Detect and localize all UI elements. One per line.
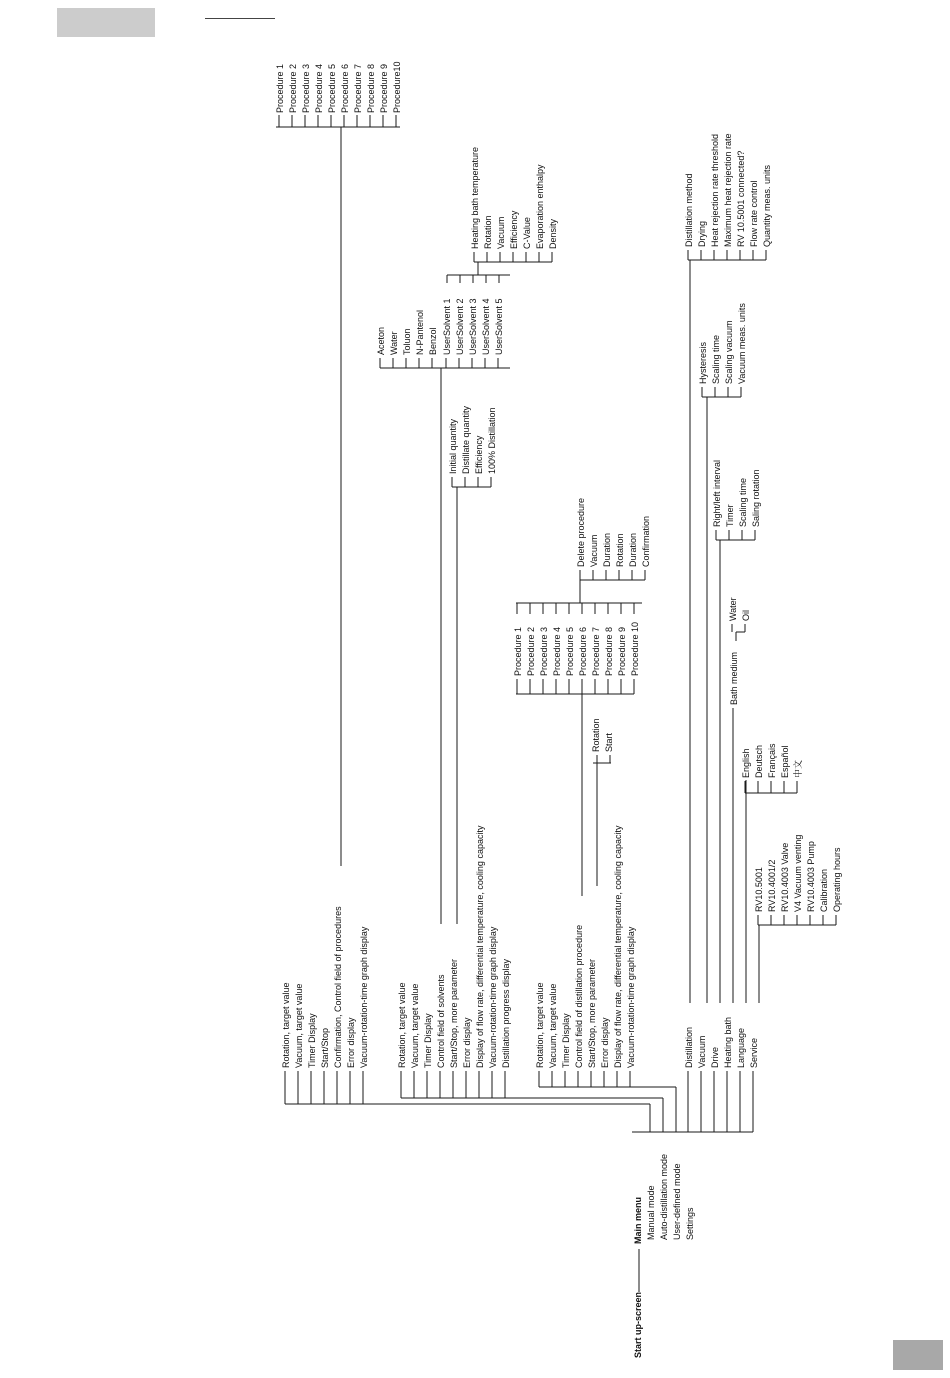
procedure-param-item: Confirmation — [641, 515, 651, 567]
settings-distillation-item: Drying — [697, 220, 707, 247]
manual-menu-item: Vacuum, target value — [294, 983, 304, 1068]
main-menu-item: User-defined mode — [672, 1163, 682, 1240]
more-param-item: 100% Distillation — [487, 407, 497, 474]
solvent-item: UserSolvent 3 — [468, 298, 478, 355]
bath-medium-item: Oil — [741, 610, 751, 621]
manual-menu-item: Confirmation, Control field of procedures — [333, 906, 343, 1068]
solvent-item: Benzol — [428, 327, 438, 355]
auto-menu-item: Timer Display — [423, 1013, 433, 1068]
settings-distillation-item: RV 10.5001 connected? — [736, 150, 746, 247]
main-menu-item: Settings — [685, 1207, 695, 1240]
settings-vacuum-item: Scaling vacuum — [724, 320, 734, 384]
manual-procedure-item: Procedure 6 — [340, 63, 350, 113]
settings-menu-item: Distillation — [684, 1026, 694, 1068]
ud-procedure-item: Procedure 5 — [565, 626, 575, 676]
manual-menu-item: Vacuum-rotation-time graph display — [359, 926, 369, 1068]
solvent-item: Aceton — [376, 326, 386, 355]
solvent-param-item: C-Value — [522, 217, 532, 249]
settings-vacuum-item: Hysteresis — [698, 341, 708, 384]
manual-procedure-item: Procedure 2 — [288, 63, 298, 113]
ud-procedure-item: Procedure 1 — [513, 626, 523, 676]
auto-menu-item: Control field of solvents — [436, 974, 446, 1068]
settings-language-item: Français — [767, 743, 777, 778]
auto-menu-item: Display of flow rate, differential temperature, cooling capacity — [475, 825, 485, 1068]
settings-distillation-item: Maximum heat rejection rate — [723, 133, 733, 247]
more-param-item: Initial quantity — [448, 418, 458, 474]
ud-procedure-item: Procedure 4 — [552, 626, 562, 676]
settings-distillation-item: Flow rate control — [749, 180, 759, 247]
procedure-param-item: Vacuum — [589, 534, 599, 567]
manual-procedure-item: Procedure 5 — [327, 63, 337, 113]
settings-vacuum-item: Scaling time — [711, 334, 721, 384]
settings-service-item: RV10.5001 — [754, 867, 764, 912]
start-stop-param-item: Start — [604, 732, 614, 752]
auto-menu-item: Rotation, target value — [397, 982, 407, 1068]
auto-menu-item: Error display — [462, 1017, 472, 1068]
settings-language-item: Deutsch — [754, 744, 764, 778]
manual-procedure-item: Procedure 8 — [366, 63, 376, 113]
auto-menu-item: Vacuum, target value — [410, 983, 420, 1068]
user-defined-menu-item: Rotation, target value — [535, 982, 545, 1068]
start-stop-param-item: Rotation — [591, 718, 601, 752]
settings-distillation-item: Distillation method — [684, 173, 694, 247]
solvent-item: Toluon — [402, 328, 412, 355]
solvent-param-item: Heating bath temperature — [470, 146, 480, 249]
settings-menu-item: Service — [749, 1037, 759, 1068]
settings-service-item: RV10.4003 Valve — [780, 842, 790, 912]
manual-procedure-item: Procedure10 — [392, 61, 402, 113]
procedure-param-item: Delete procedure — [576, 497, 586, 567]
auto-menu-item: Vacuum-rotation-time graph display — [488, 926, 498, 1068]
auto-menu-item: Start/Stop, more parameter — [449, 958, 459, 1068]
ud-procedure-item: Procedure 6 — [578, 626, 588, 676]
settings-service-item: RV10.4001/2 — [767, 859, 777, 912]
ud-procedure-item: Procedure 9 — [617, 626, 627, 676]
solvent-item: N-Pantenol — [415, 309, 425, 355]
solvent-item: UserSolvent 4 — [481, 298, 491, 355]
settings-drive-item: Saling rotation — [751, 469, 761, 527]
manual-procedure-item: Procedure 1 — [275, 63, 285, 113]
main-menu-item: Manual mode — [646, 1185, 656, 1240]
ud-procedure-item: Procedure 3 — [539, 626, 549, 676]
solvent-param-item: Rotation — [483, 215, 493, 249]
user-defined-menu-item: Display of flow rate, differential temperature, cooling capacity — [613, 825, 623, 1068]
main-menu-item: Auto-distillation mode — [659, 1153, 669, 1240]
settings-language-item: English — [741, 748, 751, 778]
main-menu-title: Main menu — [633, 1196, 643, 1244]
manual-procedure-item: Procedure 7 — [353, 63, 363, 113]
solvent-item: UserSolvent 2 — [455, 298, 465, 355]
settings-service-item: Operating hours — [832, 847, 842, 912]
settings-service-item: V4 Vacuum venting — [793, 834, 803, 912]
ud-procedure-item: Procedure 10 — [630, 621, 640, 676]
user-defined-menu-item: Vacuum, target value — [548, 983, 558, 1068]
solvent-param-item: Vacuum — [496, 216, 506, 249]
bath-medium-label: Bath medium — [729, 651, 739, 705]
settings-distillation-item: Heat rejection rate threshold — [710, 133, 720, 247]
settings-language-item: 中文 — [793, 759, 803, 778]
solvent-param-item: Density — [548, 218, 558, 249]
settings-menu-item: Drive — [710, 1046, 720, 1068]
settings-drive-item: Right/left interval — [712, 459, 722, 527]
more-param-item: Efficiency — [474, 435, 484, 474]
manual-menu-item: Start/Stop — [320, 1027, 330, 1068]
auto-menu-item: Distillation progress display — [501, 958, 511, 1068]
user-defined-menu-item: Timer Display — [561, 1013, 571, 1068]
solvent-param-item: Evaporation enthalpy — [535, 164, 545, 249]
manual-procedure-item: Procedure 3 — [301, 63, 311, 113]
settings-distillation-item: Quantity meas. units — [762, 164, 772, 247]
ud-procedure-item: Procedure 8 — [604, 626, 614, 676]
settings-menu-item: Vacuum — [697, 1035, 707, 1068]
settings-vacuum-item: Vacuum meas. units — [737, 303, 747, 384]
procedure-param-item: Rotation — [615, 533, 625, 567]
manual-menu-item: Timer Display — [307, 1013, 317, 1068]
manual-menu-item: Error display — [346, 1017, 356, 1068]
ud-procedure-item: Procedure 7 — [591, 626, 601, 676]
user-defined-menu-item: Start/Stop, more parameter — [587, 958, 597, 1068]
settings-drive-item: Timer — [725, 504, 735, 527]
start-screen-label: Start up-screen — [633, 1291, 643, 1358]
solvent-param-item: Efficiency — [509, 210, 519, 249]
solvent-item: Water — [389, 331, 399, 355]
settings-service-item: RV10.4003 Pump — [806, 841, 816, 912]
procedure-param-item: Duration — [602, 532, 612, 567]
settings-menu-item: Language — [736, 1027, 746, 1068]
settings-menu-item: Heating bath — [723, 1016, 733, 1068]
manual-menu-item: Rotation, target value — [281, 982, 291, 1068]
manual-procedure-item: Procedure 9 — [379, 63, 389, 113]
solvent-item: UserSolvent 5 — [494, 298, 504, 355]
user-defined-menu-item: Error display — [600, 1017, 610, 1068]
manual-procedure-item: Procedure 4 — [314, 63, 324, 113]
procedure-param-item: Duration — [628, 532, 638, 567]
user-defined-menu-item: Vacuum-rotation-time graph display — [626, 926, 636, 1068]
ud-procedure-item: Procedure 2 — [526, 626, 536, 676]
settings-language-item: Español — [780, 745, 790, 778]
user-defined-menu-item: Control field of distillation procedure — [574, 924, 584, 1068]
more-param-item: Distillate quantity — [461, 405, 471, 474]
settings-service-item: Calibration — [819, 868, 829, 912]
bath-medium-item: Water — [728, 597, 738, 621]
settings-drive-item: Scaling time — [738, 477, 748, 527]
solvent-item: UserSolvent 1 — [442, 298, 452, 355]
